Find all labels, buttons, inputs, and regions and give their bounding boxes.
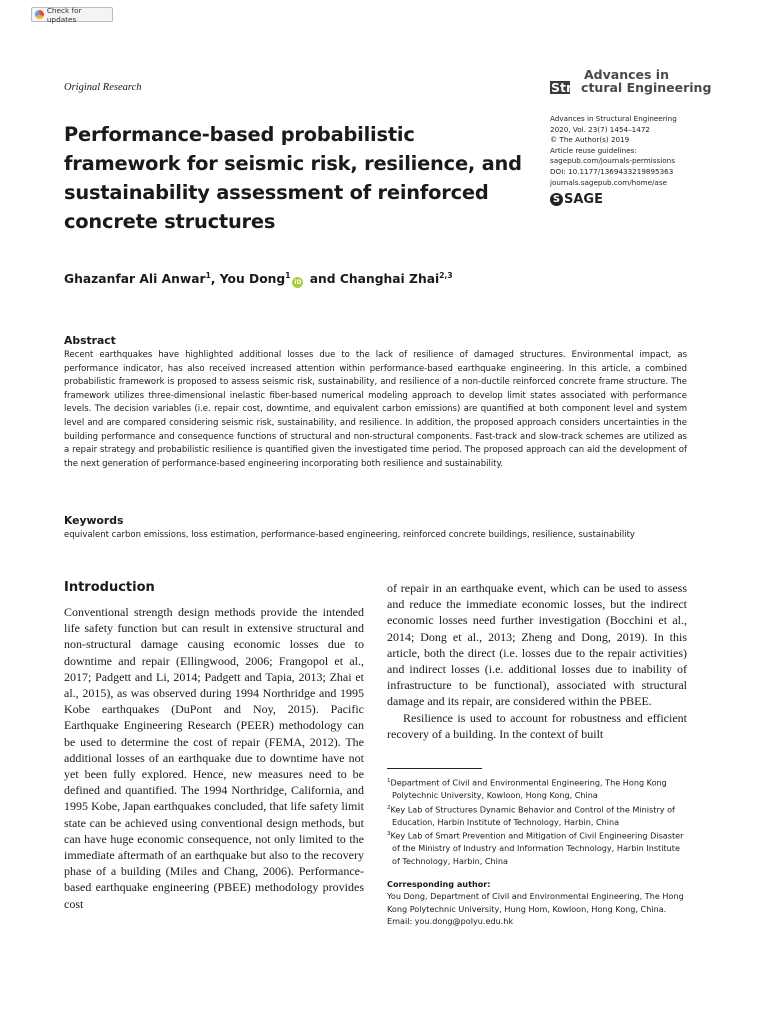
affiliation-marker: 1: [285, 271, 291, 280]
affiliation-footnote: [387, 775, 687, 802]
author-name: Ghazanfar Ali Anwar: [64, 272, 206, 287]
body-column-right: [387, 580, 687, 742]
journal-meta: [550, 114, 677, 188]
journal-logo-line1: Advances in: [584, 67, 669, 82]
keywords-heading: Keywords: [64, 514, 124, 527]
journal-copyright: © The Author(s) 2019: [550, 135, 630, 145]
journal-home-link[interactable]: journals.sagepub.com/home/ase: [550, 177, 668, 187]
abstract-heading: Abstract: [64, 334, 116, 347]
check-for-updates-button[interactable]: [31, 7, 113, 22]
footnote-text: Key Lab of Structures Dynamic Behavior and Control of the Ministry of Education, Harbin Institute of Technology, Harbin, China: [390, 804, 675, 827]
corresponding-author-email[interactable]: Email: you.dong@polyu.edu.hk: [387, 916, 514, 927]
journal-logo-inverted-text: Stru: [551, 80, 582, 95]
author-list: [64, 271, 453, 288]
sage-logo-text: SAGE: [564, 192, 603, 207]
journal-doi[interactable]: DOI: 10.1177/1369433219895363: [550, 166, 674, 176]
affiliation-marker: 2,3: [439, 271, 453, 280]
article-type-label: Original Research: [64, 82, 142, 93]
affiliation-footnote: [387, 828, 687, 867]
body-column-left: [64, 604, 364, 912]
corresponding-author-heading: Corresponding author:: [387, 878, 491, 889]
body-paragraph: Conventional strength design methods provide the intended life safety function but can result in extensive structural and non-structural damage causing economic losses due to downtime and repair (Ellingwood, 2006; Frangopol et al., 2017; Padgett and Li, 2014; Padgett and Tapia, 2013; Zhai et al., 2015), as was observed during 1994 Northridge and 1995 Kobe earthquakes (DuPont and Noy, 2015). Pacific Earthquake Engineering Research (PEER) methodology can be used to determine the cost of repair (FEMA, 2012). The additional losses of an earthquake due to downtime have not yet been fully explored. Hence, new measures need to be defined and quantified. The 1994 Northridge, California, and 1995 Kobe, Japan earthquakes concluded, that life safety limit state can be achieved using conventional design methods, but can have huge economic consequence, not only limited to the immediate aftermath of an earthquake but also to the recovery phase of a building (Miles and Chang, 2006). Performance-based earthquake engineering (PBEE) methodology provides cost: [64, 605, 364, 911]
author-separator: and: [305, 272, 340, 287]
check-for-updates-label: Check for updates: [46, 5, 82, 24]
author-name: Changhai Zhai: [339, 272, 440, 287]
journal-logo: [550, 66, 712, 96]
author-separator: ,: [210, 272, 220, 287]
journal-logo-rest-text: ctural Engineering: [581, 80, 712, 95]
footnote-marker: 3: [387, 831, 391, 837]
journal-name: Advances in Structural Engineering: [550, 114, 677, 123]
author-name: You Dong: [219, 272, 286, 287]
crossmark-icon: [35, 10, 44, 19]
sage-s-icon: S: [550, 193, 563, 206]
footnotes: [387, 775, 687, 928]
introduction-heading: Introduction: [64, 580, 155, 595]
journal-permissions-link[interactable]: sagepub.com/journals-permissions: [550, 156, 675, 166]
body-paragraph: Resilience is used to account for robustness and efficient recovery of a building. In the context of built: [387, 710, 687, 741]
footnote-divider: [387, 768, 482, 769]
journal-logo-line2: [550, 80, 711, 95]
affiliation-marker: 1: [205, 271, 211, 280]
body-paragraph: of repair in an earthquake event, which can be used to assess and reduce the immediate economic losses, but the indirect economic losses need further investigation (Bocchini et al., 2014; Dong et al., 2013; Zheng and Dong, 2019). In this article, both the direct (i.e. losses due to the repair activities) and indirect losses (i.e. additional losses due to inability of infrastructure to be functional), associated with structural damage and its repair, are considered within the PBEE.: [387, 581, 687, 709]
footnote-marker: 2: [387, 804, 391, 811]
footnote-text: Key Lab of Smart Prevention and Mitigation of Civil Engineering Disaster of the Ministry of Industry and Information Technology, Harbin Institute of Technology, Harbin, China: [390, 830, 684, 866]
journal-reuse-label: Article reuse guidelines:: [550, 145, 637, 155]
footnote-text: Department of Civil and Environmental Engineering, The Hong Kong Polytechnic University, Kowloon, Hong Kong, China: [390, 777, 667, 801]
footnote-marker: 1: [387, 778, 391, 784]
keywords-body: equivalent carbon emissions, loss estimation, performance-based engineering, reinforced concrete buildings, resilience, sustainability: [64, 530, 635, 540]
journal-volume: 2020, Vol. 23(7) 1454–1472: [550, 124, 650, 134]
corresponding-author-address: You Dong, Department of Civil and Environmental Engineering, The Hong Kong Polytechnic University, Hung Hom, Kowloon, Hong Kong, China.: [387, 891, 684, 914]
sage-logo: [550, 192, 603, 207]
affiliation-footnote: [387, 802, 687, 829]
paper-title: Performance-based probabilistic framework for seismic risk, resilience, and sustainability assessment of reinforced concrete structures: [64, 123, 522, 233]
orcid-icon[interactable]: iD: [294, 279, 302, 287]
abstract-body: Recent earthquakes have highlighted additional losses due to the lack of resilience of damaged structures. Environmental impact, as performance indicator, has also received increased attention within performance-based earthquake engineering. In this article, a combined probabilistic framework is proposed to assess seismic risk, sustainability, and resilience of a non-ductile reinforced concrete frame structure. The framework utilizes three-dimensional inelastic fiber-based numerical modeling approach to develop limit states associated with performance levels. The decision variables (i.e. repair cost, downtime, and equivalent carbon emissions) are quantified at both component level and system level and are compared considering seismic risk, sustainability, and resilience. In addition, the proposed approach considers uncertainties in the building performance and consequence functions of structural and non-structural components. Fast-track and slow-track schemes are utilized as a repair strategy and probabilistic resilience is quantified given the investigated time period. The proposed approach can aid the development of the next generation of performance-based engineering incorporating both resilience and sustainability.: [64, 350, 687, 469]
